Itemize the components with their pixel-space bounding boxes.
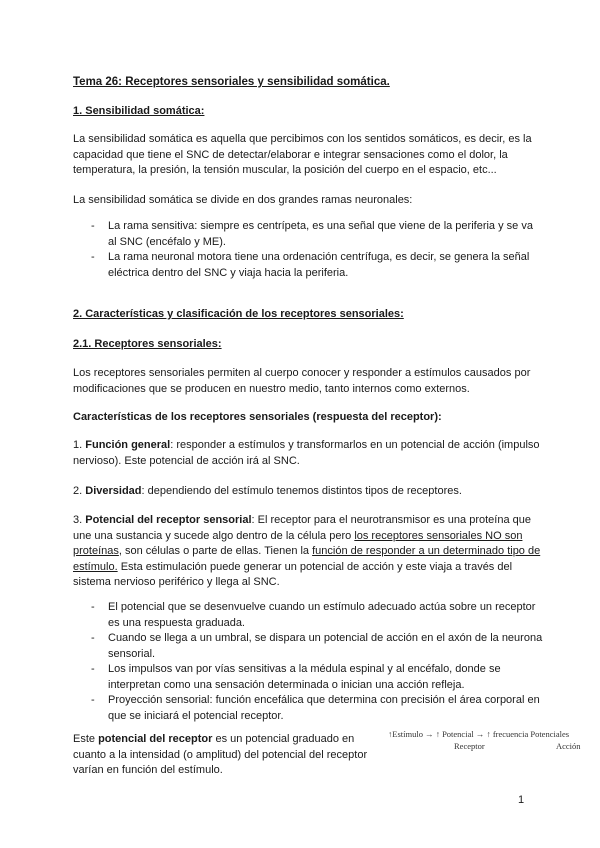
list-item: - Proyección sensorial: función encefálica que determina con precisión el área corporal en que se iniciará el potencial receptor. [73,693,543,724]
item-term: Diversidad [85,485,142,497]
characteristics-heading: Características de los receptores sensoriales (respuesta del receptor): [73,411,442,423]
section-1-heading: 1. Sensibilidad somática: [73,105,205,117]
section-1-paragraph-2: La sensibilidad somática se divide en dos grandes ramas neuronales: [73,194,413,206]
section-1-paragraph-1: La sensibilidad somática es aquella que percibimos con los sentidos somáticos, es decir, es la capacidad que tiene el SNC de detectar/elaborar e integrar sensaciones como el dolor, la temperatura, la presión, la tensión muscular, la posición del cuerpo en el espacio, etc... [73,133,532,176]
item-text: : dependiendo del estímulo tenemos distintos tipos de receptores. [141,485,462,497]
flow-labels [388,740,598,752]
item-term: Potencial del receptor sensorial [85,514,252,526]
document-title: Tema 26: Receptores sensoriales y sensibilidad somática. [73,76,390,88]
section-2-heading: 2. Características y clasificación de los receptores sensoriales: [73,308,404,320]
flow-label-accion: Acción [556,741,581,751]
item-number: 3. [73,514,83,526]
item-text: : El receptor para el neurotransmisor es una proteína que une una sustancia y sucede algo dentro de la célula pero [73,514,531,542]
page-number: 1 [518,794,525,806]
item-text: Esta estimulación puede generar un potencial de acción y este viaja a través del sistema nervioso periférico y llega al SNC. [73,560,513,588]
characteristic-item-2 [73,484,543,500]
section-2-1-heading: 2.1. Receptores sensoriales: [73,338,222,350]
section-2-1-paragraph: Los receptores sensoriales permiten al cuerpo conocer y responder a estímulos causados por modificaciones que se producen en nuestro medio, tanto internos como externos. [73,367,531,395]
section-2-bullet-list [73,600,543,724]
final-paragraph [73,732,373,779]
flow-line: ↑Estímulo → ↑ Potencial → ↑ frecuencia Potenciales [388,729,570,739]
underlined-text: función de responder a un determinado tipo de estímulo. [73,545,541,573]
flow-label-receptor: Receptor [454,741,485,751]
list-item: - El potencial que se desenvuelve cuando un estímulo adecuado actúa sobre un receptor es una respuesta graduada. [73,600,543,631]
item-term: potencial del receptor [98,733,213,745]
list-item: - La rama neuronal motora tiene una ordenación centrífuga, es decir, se genera la señal eléctrica dentro del SNC y viaja hacia la periferia. [73,250,543,281]
list-item: - Cuando se llega a un umbral, se dispara un potencial de acción en el axón de la neurona sensorial. [73,631,543,662]
item-text: , son células o parte de ellas. Tienen la [118,545,313,557]
item-number: 2. [73,485,83,497]
item-text: es un potencial graduado en cuanto a la intensidad (o amplitud) del potencial del receptor varían en función del estímulo. [73,733,368,776]
list-item: - La rama sensitiva: siempre es centrípeta, es una señal que viene de la periferia y se va al SNC (encéfalo y ME). [73,219,543,250]
characteristic-item-3 [73,513,543,591]
section-1-bullet-list [73,219,543,281]
item-term: Función general [85,439,171,451]
list-item: - Los impulsos van por vías sensitivas a la médula espinal y al encéfalo, donde se interpretan como una sensación determinada o inician una acción refleja. [73,662,543,693]
characteristic-item-1 [73,438,543,469]
stimulus-flow-diagram [388,728,598,752]
item-text: Este [73,733,99,745]
item-number: 1. [73,439,83,451]
item-text: : responder a estímulos y transformarlos en un potencial de acción (impulso nervioso). Este potencial de acción irá al SNC. [73,439,540,467]
underlined-text: los receptores sensoriales NO son proteínas [73,529,523,557]
